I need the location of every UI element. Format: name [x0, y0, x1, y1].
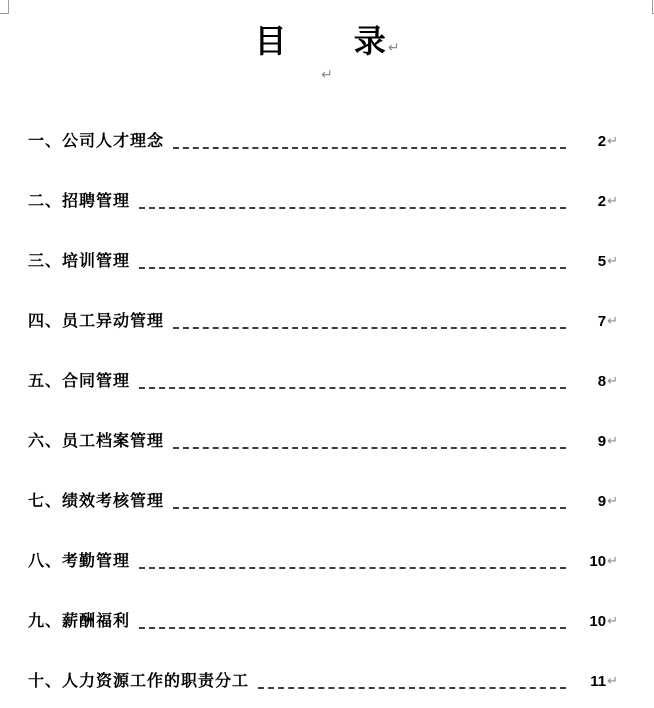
paragraph-mark-icon: ↵: [607, 194, 618, 209]
paragraph-mark-icon: ↵: [321, 67, 333, 83]
toc-entry-label: 三、培训管理: [28, 253, 131, 270]
paragraph-mark-icon: ↵: [607, 614, 618, 629]
toc-entry-label: 七、绩效考核管理: [28, 493, 165, 510]
toc-entry[interactable]: [0, 246, 654, 306]
toc-entry-label: 四、员工异动管理: [28, 313, 165, 330]
paragraph-mark-icon: ↵: [387, 40, 400, 56]
toc-entry[interactable]: [0, 306, 654, 366]
toc-entry-page-number: 9: [597, 493, 607, 510]
paragraph-mark-icon: ↵: [607, 434, 618, 449]
toc-entry[interactable]: [0, 126, 654, 186]
paragraph-mark-icon: ↵: [607, 254, 618, 269]
toc-entry-page-number: 7: [597, 313, 607, 330]
toc-entry-label: 六、员工档案管理: [28, 433, 165, 450]
dotted-leader: [173, 432, 566, 449]
toc-entry-page-number: 8: [597, 373, 607, 390]
dotted-leader: [139, 612, 566, 629]
toc-entry-label: 十、人力资源工作的职责分工: [28, 673, 250, 690]
page-title-text: 目 录: [254, 23, 388, 59]
toc-entry-page-number: 2: [597, 193, 607, 210]
page-title: [0, 22, 654, 67]
crop-mark-top-left: [0, 13, 9, 14]
paragraph-mark-icon: ↵: [607, 494, 618, 509]
toc-entry-page-number: 9: [597, 433, 607, 450]
toc-entry-page-number: 5: [597, 253, 607, 270]
dotted-leader: [173, 492, 566, 509]
crop-mark-top-right: [652, 0, 653, 14]
table-of-contents: [0, 126, 654, 708]
toc-entry-page-number: 11: [590, 673, 607, 690]
dotted-leader: [173, 132, 566, 149]
paragraph-mark-icon: ↵: [607, 554, 618, 569]
crop-mark-top-left: [8, 0, 9, 14]
toc-entry-label: 一、公司人才理念: [28, 133, 165, 150]
paragraph-mark-icon: ↵: [607, 314, 618, 329]
paragraph-mark-icon: ↵: [607, 674, 618, 689]
toc-entry-label: 二、招聘管理: [28, 193, 131, 210]
dotted-leader: [173, 312, 566, 329]
dotted-leader: [139, 252, 566, 269]
toc-entry-label: 九、薪酬福利: [28, 613, 131, 630]
dotted-leader: [139, 192, 566, 209]
toc-entry-label: 五、合同管理: [28, 373, 131, 390]
toc-entry[interactable]: [0, 666, 654, 708]
dotted-leader: [139, 372, 566, 389]
toc-entry[interactable]: [0, 426, 654, 486]
toc-entry-label: 八、考勤管理: [28, 553, 131, 570]
toc-entry[interactable]: [0, 186, 654, 246]
dotted-leader: [139, 552, 566, 569]
toc-entry[interactable]: [0, 486, 654, 546]
paragraph-mark-icon: ↵: [607, 134, 618, 149]
toc-entry[interactable]: [0, 546, 654, 606]
paragraph-mark-icon: ↵: [607, 374, 618, 389]
toc-entry[interactable]: [0, 366, 654, 426]
toc-entry-page-number: 2: [597, 133, 607, 150]
toc-entry-page-number: 10: [589, 613, 607, 630]
toc-entry[interactable]: [0, 606, 654, 666]
dotted-leader: [258, 672, 566, 689]
empty-paragraph: [0, 64, 654, 85]
toc-entry-page-number: 10: [589, 553, 607, 570]
